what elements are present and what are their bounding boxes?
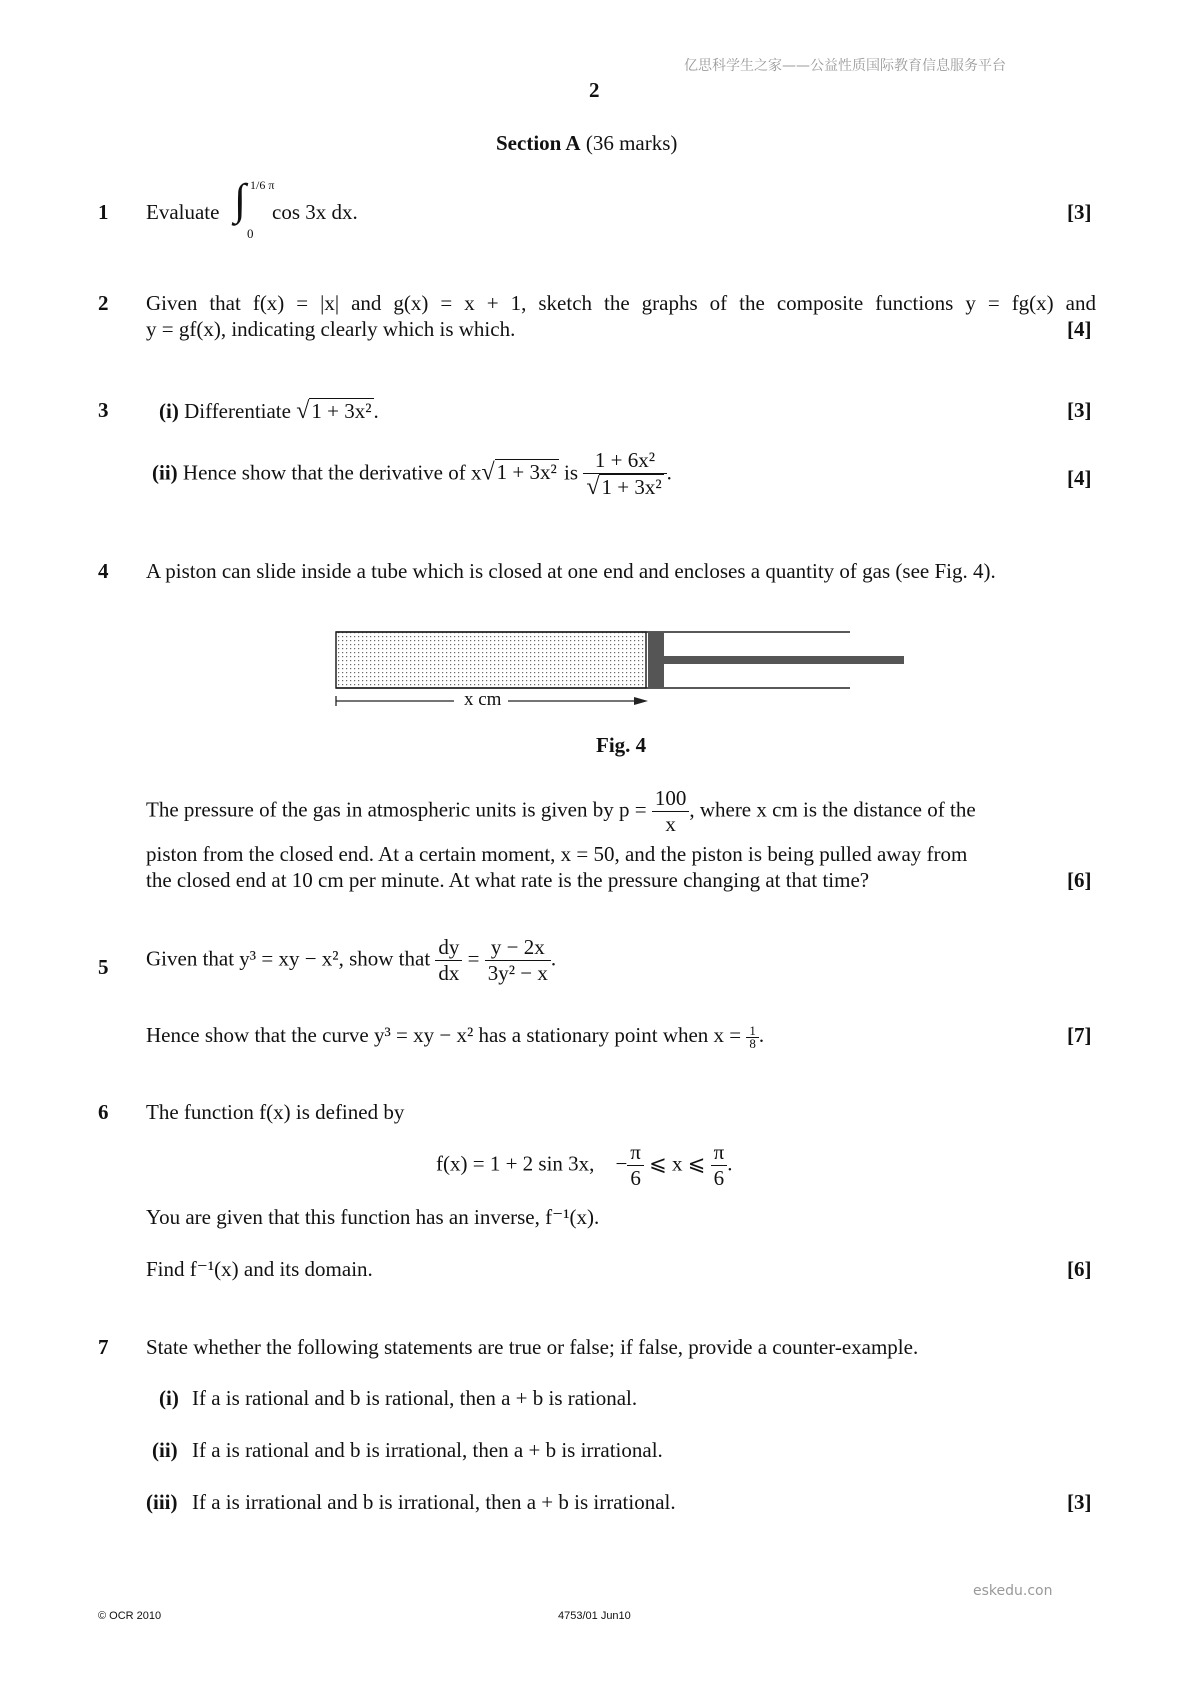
q4-intro: A piston can slide inside a tube which is closed at one end and encloses a quantity of gas (see Fig. 4). xyxy=(146,559,996,583)
dimension-arrowhead xyxy=(634,697,648,705)
q6-six-right: 6 xyxy=(711,1165,728,1191)
q1-integrand: cos 3x dx. xyxy=(272,200,358,224)
q5-one-eighth-num: 1 xyxy=(749,1022,756,1038)
q3-number: 3 xyxy=(98,398,109,422)
piston-rod xyxy=(664,656,904,664)
q3-i-marks: [3] xyxy=(1067,398,1092,422)
q5-b-text: Hence show that the curve y³ = xy − x² has a stationary point when x = xyxy=(146,1023,742,1047)
q4-p1b: , where x cm is the distance of the xyxy=(689,797,976,822)
fig-dimension-label: x cm xyxy=(464,689,502,710)
q5-part-b: Hence show that the curve y³ = xy − x² has a stationary point when x = $\frac{1}{8}$ . xyxy=(146,1022,765,1051)
q6-line2: You are given that this function has an inverse, f⁻¹(x). xyxy=(146,1205,600,1229)
q4-line3: the closed end at 10 cm per minute. At what rate is the pressure changing at that time? xyxy=(146,868,870,892)
q3-ii-label: (ii) xyxy=(152,460,178,485)
q7-number: 7 xyxy=(98,1335,109,1359)
q7-ii-label: (ii) xyxy=(152,1438,178,1462)
q6-six-left: 6 xyxy=(627,1165,644,1191)
q5-marks: [7] xyxy=(1067,1023,1092,1047)
q3-ii-fraction xyxy=(583,448,666,501)
sqrt-symbol: √ xyxy=(586,474,600,500)
q4-number: 4 xyxy=(98,559,109,583)
q3-i-expr: 1 + 3x² xyxy=(311,399,372,423)
q3-ii-denominator: √1 + 3x² xyxy=(583,473,666,501)
q5-part-a: Given that y³ = xy − x², show that $\frac{dy}{dx}$ = $\frac{y - 2x}{\text{3y² − x}}$ . xyxy=(146,935,557,985)
q4-p1a: The pressure of the gas in atmospheric units is given by p = xyxy=(146,797,647,822)
q4-pressure-line xyxy=(146,786,1096,837)
page-number: 2 xyxy=(589,78,600,102)
q1-lower-limit: 0 xyxy=(247,226,254,241)
q7-iii-label: (iii) xyxy=(146,1490,178,1514)
section-marks: (36 marks) xyxy=(585,131,678,155)
q7-ii-text: If a is rational and b is irrational, then a + b is irrational. xyxy=(192,1438,663,1462)
q3-ii-marks: [4] xyxy=(1067,466,1092,490)
q6-pi-left: π xyxy=(630,1140,641,1164)
q2-line1: Given that f(x) = |x| and g(x) = x + 1, sketch the graphs of the composite functions y = fg(x) and xyxy=(146,291,1096,315)
q3-part-ii: (ii) Hence show that the derivative of x√1 + 3x² is $\frac{\text{1 + 6x²}}{\text{√1 + 3x²}}$ . xyxy=(152,448,672,500)
sqrt-symbol: √ xyxy=(296,398,310,424)
q5-a-text: Given that y³ = xy − x², show that xyxy=(146,946,431,971)
q5-one-eighth-den: 8 xyxy=(746,1037,759,1050)
piston-head xyxy=(648,632,664,688)
q6-intro: The function f(x) is defined by xyxy=(146,1100,405,1124)
q5-frac-num: y − 2x xyxy=(490,935,545,959)
q5-derivative xyxy=(435,935,462,986)
q7-intro: State whether the following statements are true or false; if false, provide a counter-example. xyxy=(146,1335,919,1359)
q5-number: 5 xyxy=(98,955,109,979)
q5-equals: = xyxy=(467,946,480,971)
q4-marks: [6] xyxy=(1067,868,1092,892)
q1-marks: [3] xyxy=(1067,200,1092,224)
q6-marks: [6] xyxy=(1067,1257,1092,1281)
q6-range-mid: ⩽ x ⩽ xyxy=(649,1151,706,1176)
fig-caption: Fig. 4 xyxy=(596,733,647,757)
q3-part-i: (i) Differentiate √1 + 3x². xyxy=(159,398,379,424)
q6-definition: f(x) = 1 + 2 sin 3x, − $\frac{\pi}{6}$ ⩽ x ⩽ $\frac{\pi}{6}$ . xyxy=(436,1140,733,1190)
section-heading xyxy=(496,131,677,156)
q2-line2: y = gf(x), indicating clearly which is which. xyxy=(146,317,516,341)
q7-marks: [3] xyxy=(1067,1490,1092,1514)
q3-ii-expr: 1 + 3x² xyxy=(496,460,557,485)
q4-line2: piston from the closed end. At a certain moment, x = 50, and the piston is being pulled away from xyxy=(146,842,968,866)
footer-code: 4753/01 Jun10 xyxy=(558,1610,631,1622)
piston-figure xyxy=(330,620,910,710)
q6-line3: Find f⁻¹(x) and its domain. xyxy=(146,1257,373,1281)
q4-frac-num: 100 xyxy=(654,786,687,810)
q5-dx: dx xyxy=(435,960,462,986)
q4-fraction xyxy=(652,786,690,837)
q6-number: 6 xyxy=(98,1100,109,1124)
q6-pi-over-6-left xyxy=(627,1140,644,1191)
q3-ii-numerator: 1 + 6x² xyxy=(594,448,656,472)
q7-i-text: If a is rational and b is rational, then a + b is rational. xyxy=(192,1386,638,1410)
sqrt-symbol: √ xyxy=(481,459,495,486)
q6-def-text: f(x) = 1 + 2 sin 3x, xyxy=(436,1151,595,1176)
gas-region xyxy=(336,632,646,688)
q2-marks: [4] xyxy=(1067,317,1092,341)
q5-one-eighth xyxy=(746,1022,759,1051)
q1-upper-limit: 1/6 π xyxy=(250,178,275,192)
q6-minus: − xyxy=(615,1151,628,1176)
watermark-top: 亿思科学生之家——公益性质国际教育信息服务平台 xyxy=(684,58,1006,74)
q7-i-label: (i) xyxy=(159,1386,179,1410)
q6-pi-right: π xyxy=(713,1140,725,1164)
q3-i-text: Differentiate xyxy=(184,399,291,423)
q1-text: Evaluate xyxy=(146,200,220,224)
q6-pi-over-6-right xyxy=(711,1140,728,1191)
footer-copyright: © OCR 2010 xyxy=(98,1610,162,1622)
q2-number: 2 xyxy=(98,291,109,315)
integral-sign: ∫ xyxy=(234,175,247,224)
q4-frac-den: x xyxy=(652,811,690,837)
q7-iii-text: If a is irrational and b is irrational, then a + b is irrational. xyxy=(192,1490,676,1514)
watermark-bottom: eskedu.con xyxy=(973,1583,1053,1599)
q1-number: 1 xyxy=(98,200,109,224)
section-title: Section A xyxy=(496,131,581,155)
q5-frac-den: 3y² − x xyxy=(485,960,551,986)
q3-ii-text: Hence show that the derivative of x xyxy=(182,460,482,485)
q3-ii-is: is xyxy=(564,460,579,485)
q3-i-label: (i) xyxy=(159,399,179,423)
q5-dy: dy xyxy=(438,935,460,959)
q5-fraction xyxy=(485,935,551,986)
